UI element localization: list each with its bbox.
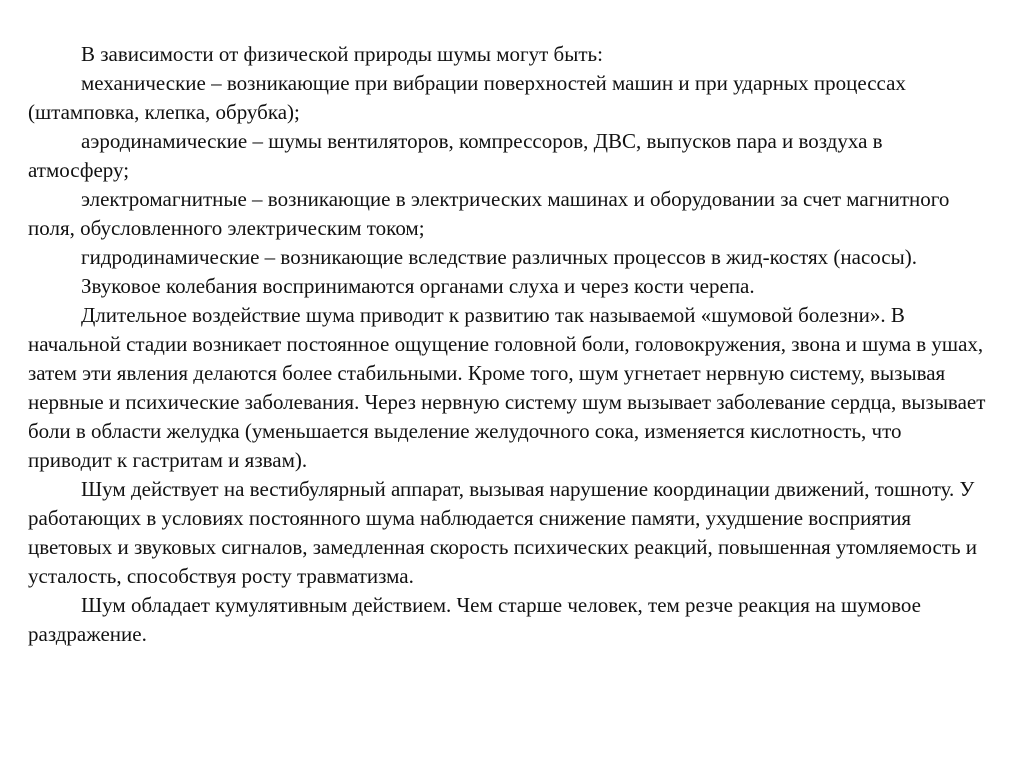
paragraph-electromagnetic: электромагнитные – возникающие в электрических машинах и оборудовании за счет магнитного поля, обусловленного электрическим током;: [28, 187, 950, 240]
paragraph-hydrodynamic: гидродинамические – возникающие вследствие различных процессов в жид-костях (насосы).: [81, 245, 917, 269]
paragraph-noise-disease: Длительное воздействие шума приводит к развитию так называемой «шумовой болезни». В начальной стадии возникает постоянное ощущение головной боли, головокружения, звона и шума в ушах, затем эти явления делаются более стабильными. Кроме того, шум угнетает нервную систему, вызывая нервные и психические заболевания. Через нервную систему шум вызывает заболевание сердца, вызывает боли в области желудка (уменьшается выделение желудочного сока, изменяется кислотность, что приводит к гастритам и язвам).: [28, 303, 986, 472]
paragraph-mechanical: механические – возникающие при вибрации поверхностей машин и при ударных процессах (штамповка, клепка, обрубка);: [28, 71, 906, 124]
paragraph-vestibular: Шум действует на вестибулярный аппарат, вызывая нарушение координации движений, тошноту. У работающих в условиях постоянного шума наблюдается снижение памяти, ухудшение восприятия цветовых и звуковых сигналов, замедленная скорость психических реакций, повышенная утомляемость и усталость, способствуя росту травматизма.: [28, 477, 978, 588]
document-page: [28, 40, 988, 649]
paragraph-intro: В зависимости от физической природы шумы могут быть:: [81, 42, 603, 66]
paragraph-cumulative: Шум обладает кумулятивным действием. Чем старше человек, тем резче реакция на шумовое раздражение.: [28, 593, 921, 646]
paragraph-perception: Звуковое колебания воспринимаются органами слуха и через кости черепа.: [81, 274, 755, 298]
paragraph-aerodynamic: аэродинамические – шумы вентиляторов, компрессоров, ДВС, выпусков пара и воздуха в атмосферу;: [28, 129, 883, 182]
